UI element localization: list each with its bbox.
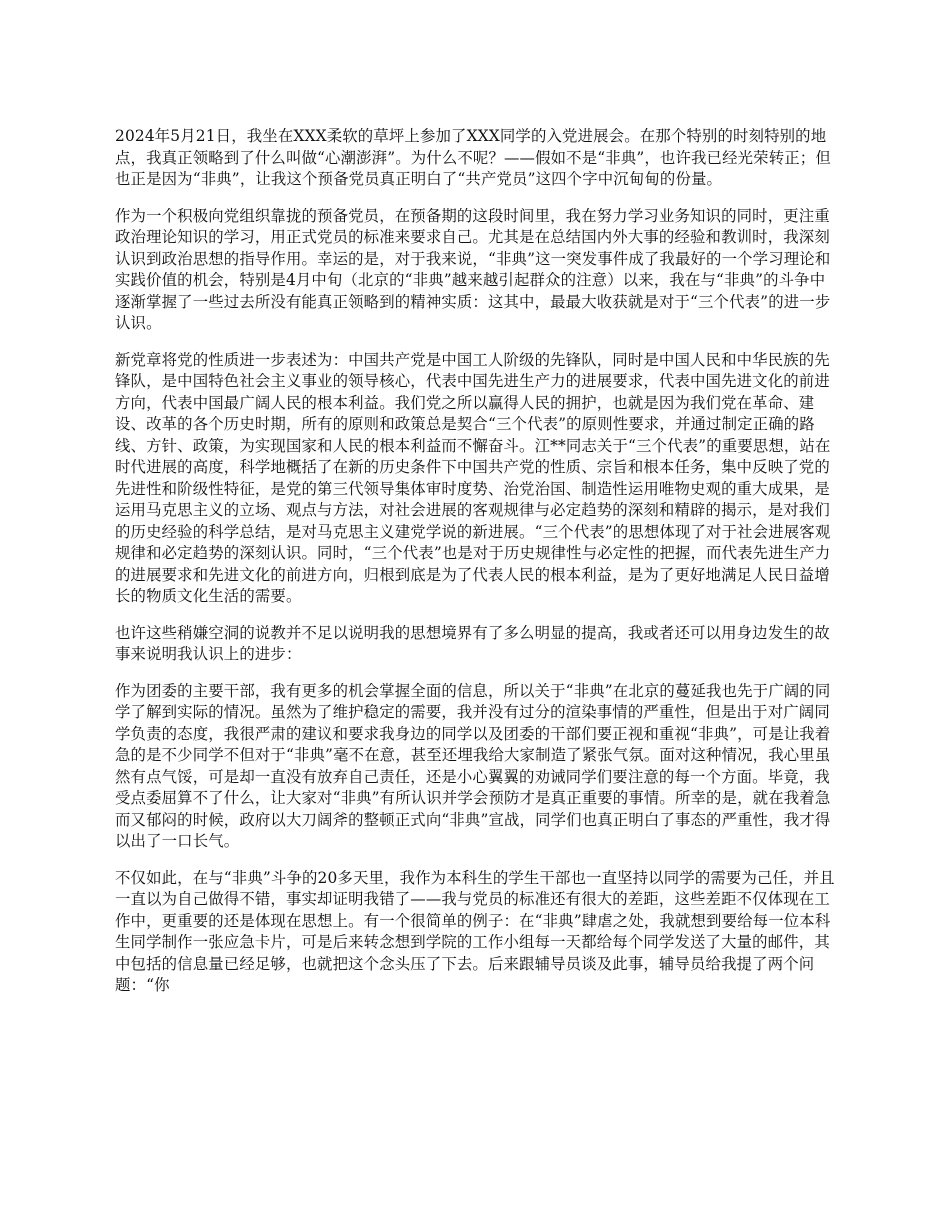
paragraph-5: 作为团委的主要干部，我有更多的机会掌握全面的信息，所以关于“非典”在北京的蔓延我也先于广阔的同学了解到实际的情况。虽然为了维护稳定的需要，我并没有过分的渲染事情的严重性，但是出于对广阔同学负责的态度，我很严肃的建议和要求我身边的同学以及团委的干部们要正视和重视“非典”，可是让我着急的是不少同学不但对于“非典”毫不在意，甚至还埋我给大家制造了紧张气氛。面对这种情况，我心里虽然有点气馁，可是却一直没有放弃自己责任，还是小心翼翼的劝诫同学们要注意的每一个方面。毕竟，我受点委屈算不了什么，让大家对“非典”有所认识并学会预防才是真正重要的事情。所幸的是，就在我着急而又郁闷的时候，政府以大刀阔斧的整顿正式向“非典”宣战，同学们也真正明白了事态的严重性，我才得以出了一口长气。 <box>115 681 831 850</box>
paragraph-3: 新党章将党的性质进一步表述为：中国共产党是中国工人阶级的先锋队，同时是中国人民和中华民族的先锋队，是中国特色社会主义事业的领导核心，代表中国先进生产力的进展要求，代表中国先进文化的前进方向，代表中国最广阔人民的根本利益。我们党之所以赢得人民的拥护，也就是因为我们党在革命、建设、改革的各个历史时期，所有的原则和政策总是契合“三个代表”的原则性要求，并通过制定正确的路线、方针、政策，为实现国家和人民的根本利益而不懈奋斗。江**同志关于“三个代表”的重要思想，站在时代进展的高度，科学地概括了在新的历史条件下中国共产党的性质、宗旨和根本任务，集中反映了党的先进性和阶级性特征，是党的第三代领导集体审时度势、治党治国、制造性运用唯物史观的重大成果，是运用马克思主义的立场、观点与方法，对社会进展的客观规律与必定趋势的深刻和精辟的揭示，是对我们的历史经验的科学总结，是对马克思主义建党学说的新进展。“三个代表”的思想体现了对于社会进展客观规律和必定趋势的深刻认识。同时，“三个代表”也是对于历史规律性与必定性的把握，而代表先进生产力的进展要求和先进文化的前进方向，归根到底是为了代表人民的根本利益，是为了更好地满足人民日益增长的物质文化生活的需要。 <box>115 350 831 605</box>
paragraph-1: 2024年5月21日，我坐在XXX柔软的草坪上参加了XXX同学的入党进展会。在那个特别的时刻特别的地点，我真正领略到了什么叫做“心潮澎湃”。为什么不呢？——假如不是“非典”，也许我已经光荣转正；但也正是因为“非典”，让我这个预备党员真正明白了“共产党员”这四个字中沉甸甸的份量。 <box>115 127 831 188</box>
paragraph-2: 作为一个积极向党组织靠拢的预备党员，在预备期的这段时间里，我在努力学习业务知识的同时，更注重政治理论知识的学习，用正式党员的标准来要求自己。尤其是在总结国内外大事的经验和教训时，我深刻认识到政治思想的指导作用。幸运的是，对于我来说，“非典”这一突发事件成了我最好的一个学习理论和实践价值的机会，特别是4月中旬（北京的“非典”越来越引起群众的注意）以来，我在与“非典”的斗争中逐渐掌握了一些过去所没有能真正领略到的精神实质：这其中，最最大收获就是对于“三个代表”的进一步认识。 <box>115 206 831 332</box>
paragraph-4: 也许这些稍嫌空洞的说教并不足以说明我的思想境界有了多么明显的提高，我或者还可以用身边发生的故事来说明我认识上的进步： <box>115 623 830 663</box>
paragraph-6: 不仅如此，在与“非典”斗争的20多天里，我作为本科生的学生干部也一直坚持以同学的需要为己任，并且一直以为自己做得不错，事实却证明我错了——我与党员的标准还有很大的差距，这些差距不仅体现在工作中，更重要的还是体现在思想上。有一个很简单的例子：在“非典”肆虐之处，我就想到要给每一位本科生同学制作一张应急卡片，可是后来转念想到学院的工作小组每一天都给每个同学发送了大量的邮件，其中包括的信息量已经足够，也就把这个念头压了下去。后来跟辅导员谈及此事，辅导员给我提了两个问题：“你 <box>115 868 835 994</box>
document-body <box>115 126 840 1012</box>
